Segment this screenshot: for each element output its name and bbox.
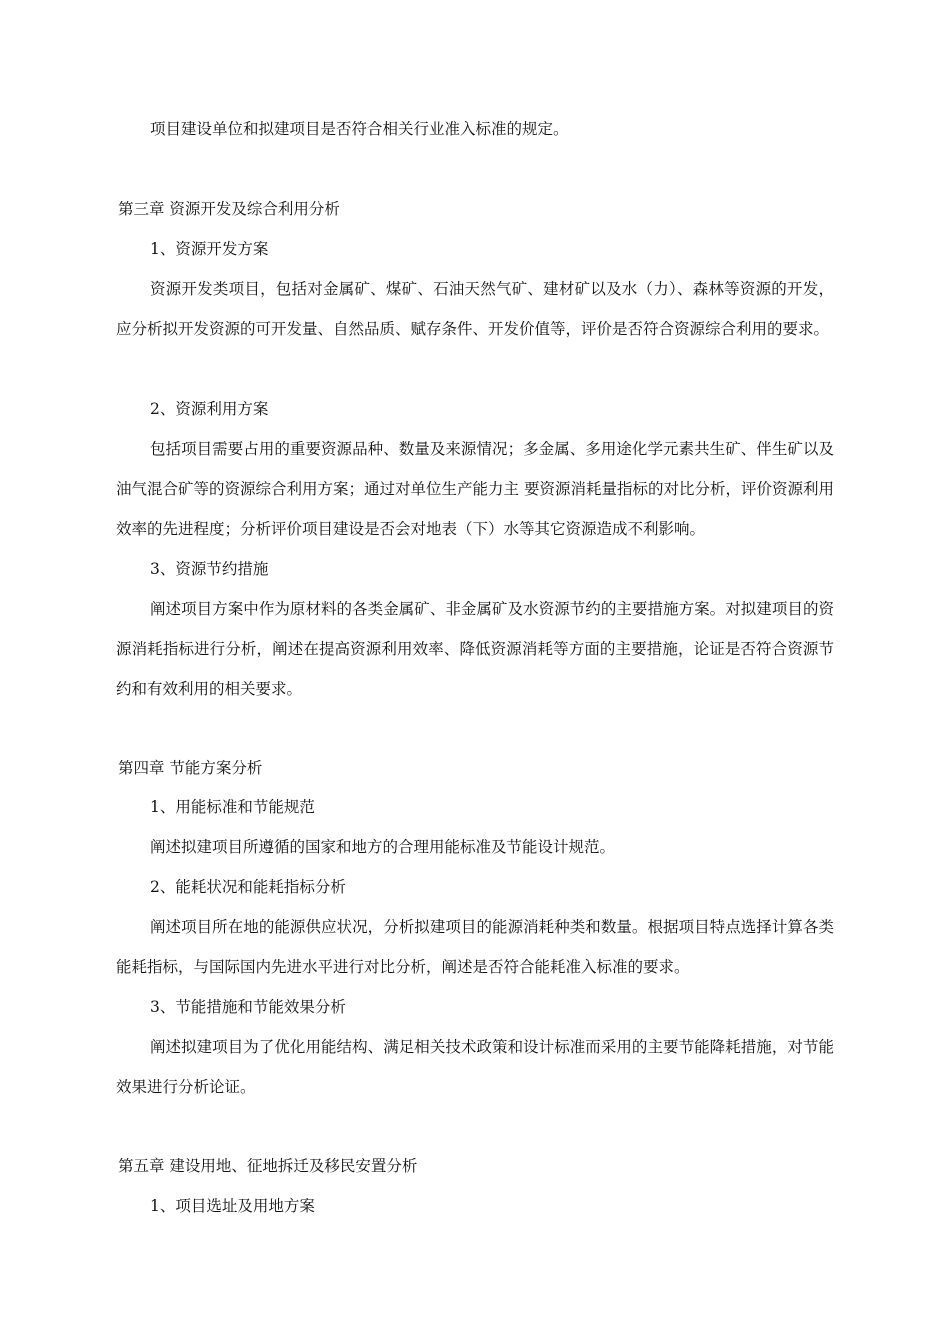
section-4-2-title: 2、能耗状况和能耗指标分析 (150, 878, 346, 896)
section-4-2-body: 阐述项目所在地的能源供应状况，分析拟建项目的能源消耗种类和数量。根据项目特点选择计算各类能耗指标，与国际国内先进水平进行对比分析，阐述是否符合能耗准入标准的要求。 (116, 918, 834, 976)
section-4-1-body: 阐述拟建项目所遵循的国家和地方的合理用能标准及节能设计规范。 (150, 838, 616, 856)
section-3-3-body: 阐述项目方案中作为原材料的各类金属矿、非金属矿及水资源节约的主要措施方案。对拟建项目的资源消耗指标进行分析，阐述在提高资源利用效率、降低资源消耗等方面的主要措施，论证是否符合资源节约和有效利用的相关要求。 (116, 600, 834, 698)
section-5-1-title: 1、项目选址及用地方案 (150, 1197, 315, 1215)
section-3-1-title: 1、资源开发方案 (150, 240, 269, 258)
section-3-2-body: 包括项目需要占用的重要资源品种、数量及来源情况；多金属、多用途化学元素共生矿、伴生矿以及油气混合矿等的资源综合利用方案；通过对单位生产能力主 要资源消耗量指标的对比分析，评价资源利用效率的先进程度；分析评价项目建设是否会对地表（下）水等其它资源造成不利影响。 (116, 440, 834, 538)
chapter-3-title: 第三章 资源开发及综合利用分析 (118, 200, 340, 218)
section-3-3-title: 3、资源节约措施 (150, 560, 269, 578)
section-4-3-title: 3、节能措施和节能效果分析 (150, 998, 346, 1016)
chapter-4-title: 第四章 节能方案分析 (118, 759, 263, 777)
section-3-1-body: 资源开发类项目，包括对金属矿、煤矿、石油天然气矿、建材矿以及水（力）、森林等资源的开发，应分析拟开发资源的可开发量、自然品质、赋存条件、开发价值等，评价是否符合资源综合利用的要求。 (116, 280, 834, 338)
section-3-2-title: 2、资源利用方案 (150, 400, 269, 418)
intro-paragraph: 项目建设单位和拟建项目是否符合相关行业准入标准的规定。 (150, 120, 569, 138)
chapter-5-title: 第五章 建设用地、征地拆迁及移民安置分析 (118, 1157, 418, 1175)
section-4-3-body: 阐述拟建项目为了优化用能结构、满足相关技术政策和设计标准而采用的主要节能降耗措施，对节能效果进行分析论证。 (116, 1038, 834, 1096)
section-4-1-title: 1、用能标准和节能规范 (150, 798, 315, 816)
